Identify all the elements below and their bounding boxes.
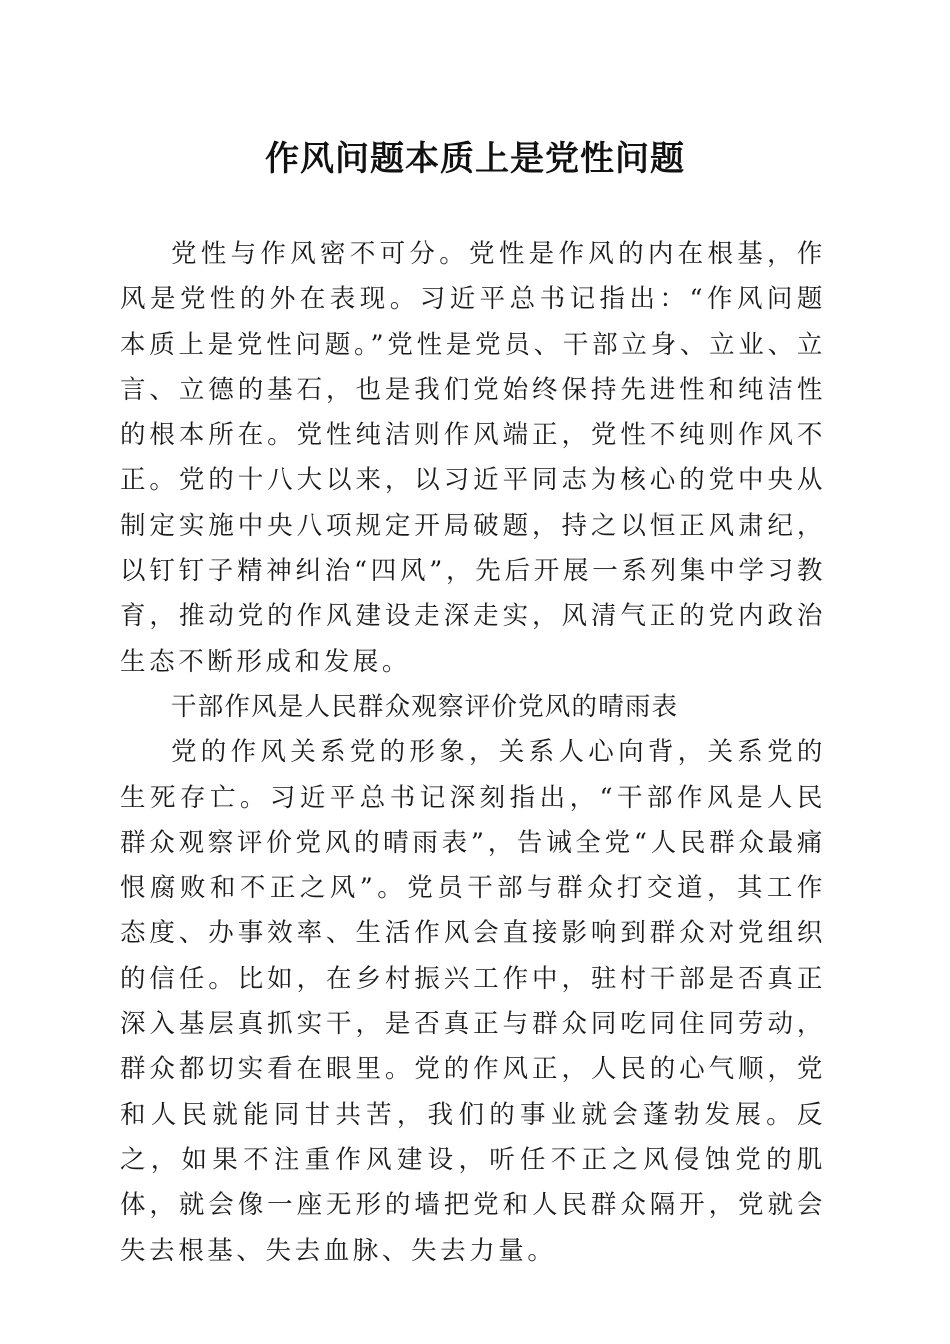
paragraph-section: 党的作风关系党的形象，关系人心向背，关系党的生死存亡。习近平总书记深刻指出，“干部作风是人民群众观察评价党风的晴雨表”，告诫全党“人民群众最痛恨腐败和不正之风”。党员干部与群众打交道，其工作态度、办事效率、生活作风会直接影响到群众对党组织的信任。比如，在乡村振兴工作中，驻村干部是否真正深入基层真抓实干，是否真正与群众同吃同住同劳动，群众都切实看在眼里。党的作风正，人民的心气顺，党和人民就能同甘共苦，我们的事业就会蓬勃发展。反之，如果不注重作风建设，听任不正之风侵蚀党的肌体，就会像一座无形的墙把党和人民群众隔开，党就会失去根基、失去血脉、失去力量。 (120, 737, 826, 1266)
paragraph-intro: 党性与作风密不可分。党性是作风的内在根基，作风是党性的外在表现。习近平总书记指出：“作风问题本质上是党性问题。”党性是党员、干部立身、立业、立言、立德的基石，也是我们党始终保持先进性和纯洁性的根本所在。党性纯洁则作风端正，党性不纯则作风不正。党的十八大以来，以习近平同志为核心的党中央从制定实施中央八项规定开局破题，持之以恒正风肃纪，以钉钉子精神纠治“四风”，先后开展一系列集中学习教育，推动党的作风建设走深走实，风清气正的党内政治生态不断形成和发展。 (120, 239, 826, 677)
document-body (120, 232, 826, 1274)
section-heading: 干部作风是人民群众观察评价党风的晴雨表 (171, 691, 679, 722)
document-title: 作风问题本质上是党性问题 (265, 139, 685, 179)
